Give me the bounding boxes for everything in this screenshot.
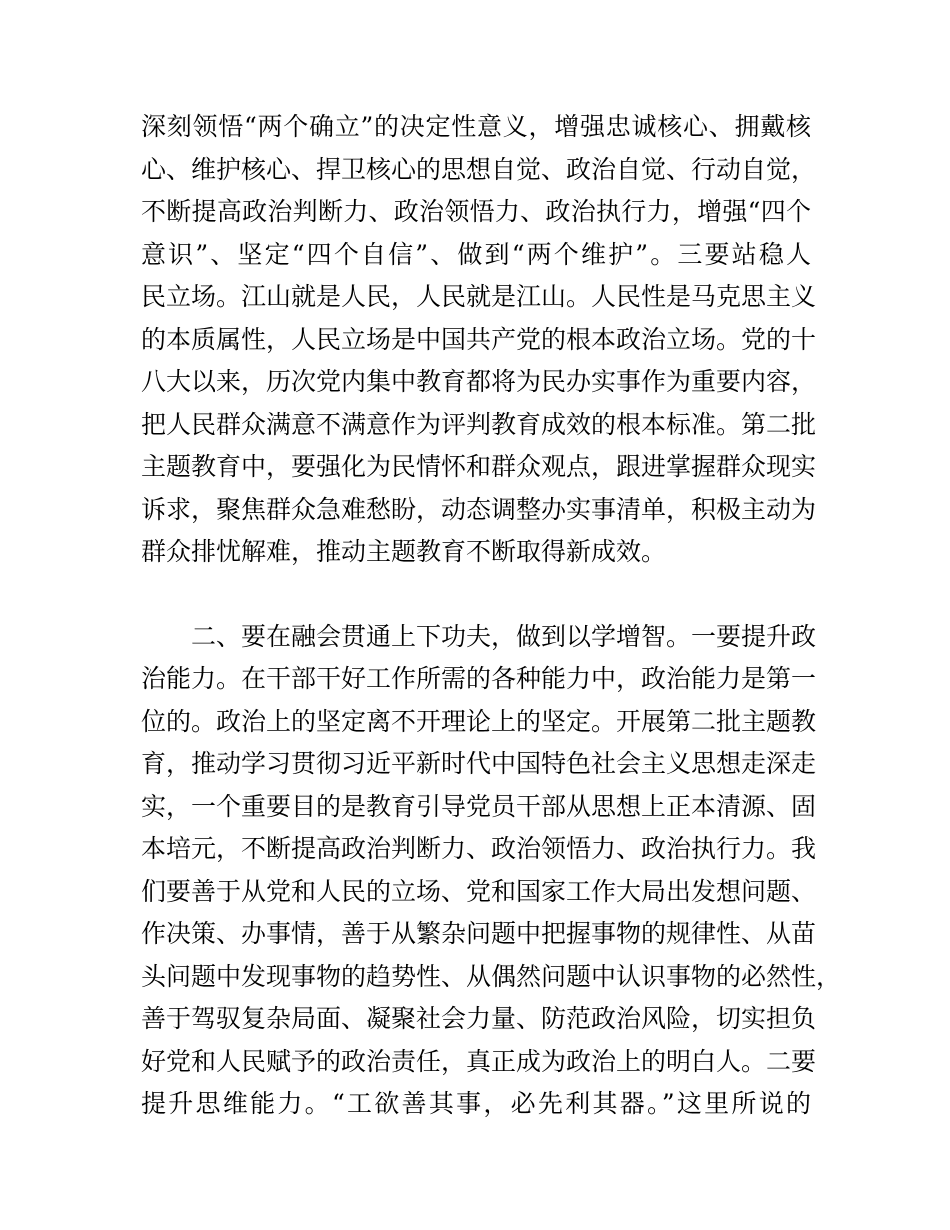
- text-line: 不断提高政治判断力、政治领悟力、政治执行力，增强“四个: [141, 197, 811, 226]
- text-line: 二、要在融会贯通上下功夫，做到以学增智。一要提升政: [141, 621, 817, 651]
- text-line: 主题教育中，要强化为民情怀和群众观点，跟进掌握群众现实: [141, 452, 817, 481]
- document-body: [141, 106, 842, 1126]
- text-line: 心、维护核心、捍卫核心的思想自觉、政治自觉、行动自觉，: [141, 154, 817, 184]
- text-line: 实，一个重要目的是教育引导党员干部从思想上正本清源、固: [141, 791, 817, 821]
- paragraph-spacer: [141, 574, 811, 616]
- text-line: 好党和人民赋予的政治责任，真正成为政治上的明白人。二要: [141, 1046, 817, 1076]
- text-line: 把人民群众满意不满意作为评判教育成效的根本标准。第二批: [141, 409, 817, 439]
- text-line: 位的。政治上的坚定离不开理论上的坚定。开展第二批主题教: [141, 706, 817, 736]
- text-line: 本培元，不断提高政治判断力、政治领悟力、政治执行力。我: [141, 834, 817, 863]
- text-line: 意识”、坚定“四个自信”、做到“两个维护”。三要站稳人: [141, 239, 811, 269]
- text-line: 群众排忧解难，推动主题教育不断取得新成效。: [141, 537, 667, 566]
- text-line: 民立场。江山就是人民，人民就是江山。人民性是马克思主义: [141, 282, 817, 311]
- text-line: 育，推动学习贯彻习近平新时代中国特色社会主义思想走深走: [141, 749, 817, 778]
- text-line: 治能力。在干部干好工作所需的各种能力中，政治能力是第一: [141, 664, 817, 693]
- text-line: 作决策、办事情，善于从繁杂问题中把握事物的规律性、从苗: [141, 919, 817, 948]
- text-line: 提升思维能力。“工欲善其事，必先利其器。”这里所说的: [141, 1089, 811, 1118]
- text-line: 们要善于从党和人民的立场、党和国家工作大局出发想问题、: [141, 876, 817, 906]
- paragraph-1: [141, 106, 817, 574]
- text-line: 善于驾驭复杂局面、凝聚社会力量、防范政治风险，切实担负: [141, 1004, 817, 1033]
- paragraph-2: [141, 616, 842, 1126]
- text-line: 深刻领悟“两个确立”的决定性意义，增强忠诚核心、拥戴核: [141, 112, 811, 141]
- text-line: 的本质属性，人民立场是中国共产党的根本政治立场。党的十: [141, 324, 817, 354]
- text-line: 八大以来，历次党内集中教育都将为民办实事作为重要内容，: [141, 367, 817, 396]
- text-line: 头问题中发现事物的趋势性、从偶然问题中认识事物的必然性，: [141, 961, 842, 991]
- text-line: 诉求，聚焦群众急难愁盼，动态调整办实事清单，积极主动为: [141, 494, 817, 524]
